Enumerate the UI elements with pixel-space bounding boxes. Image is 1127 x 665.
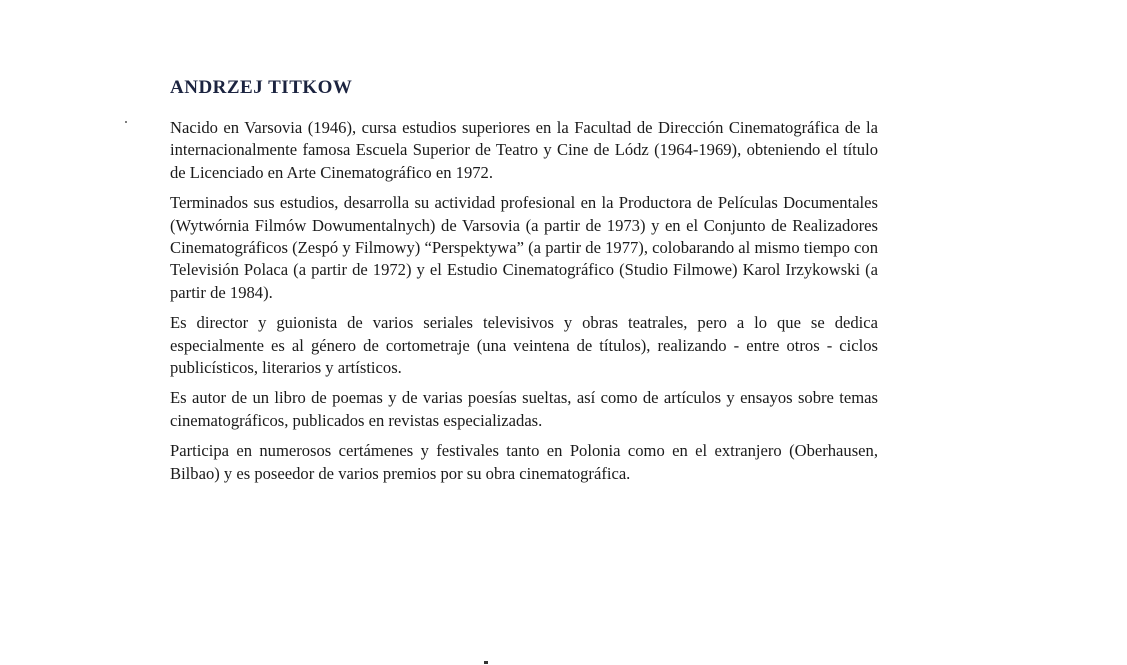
paragraph-festivals-awards: Participa en numerosos certámenes y festivales tanto en Polonia como en el extranjero (Oberhausen, Bilbao) y es poseedor de varios premios por su obra cinematográfica. xyxy=(170,441,878,483)
document-page xyxy=(170,76,878,493)
scan-speck xyxy=(125,121,127,123)
scan-mark xyxy=(484,661,488,664)
paragraph-director-work: Es director y guionista de varios seriales televisivos y obras teatrales, pero a lo que se dedica especialmente es al género de cortometraje (una veintena de títulos), realizando - entre otros - ciclos publicísticos, literarios y artísticos. xyxy=(170,313,878,378)
paragraph-author-work: Es autor de un libro de poemas y de varias poesías sueltas, así como de artículos y ensayos sobre temas cinematográficos, publicados en revistas especializadas. xyxy=(170,388,878,430)
paragraph-career: Terminados sus estudios, desarrolla su actividad profesional en la Productora de Películas Documentales (Wytwórnia Filmów Dowumentalnych) de Varsovia (a partir de 1973) y en el Conjunto de Realizadores Cinematográficos (Zespó y Filmowy) “Perspektywa” (a partir de 1977), colobarando al mismo tiempo con Televisión Polaca (a partir de 1972) y el Estudio Cinematográfico (Studio Filmowe) Karol Irzykowski (a partir de 1984). xyxy=(170,193,878,302)
page-title: ANDRZEJ TITKOW xyxy=(170,77,353,98)
paragraph-birth-education: Nacido en Varsovia (1946), cursa estudios superiores en la Facultad de Dirección Cinematográfica de la internacionalmente famosa Escuela Superior de Teatro y Cine de Lódz (1964-1969), obteniendo el título de Licenciado en Arte Cinematográfico en 1972. xyxy=(170,118,878,182)
